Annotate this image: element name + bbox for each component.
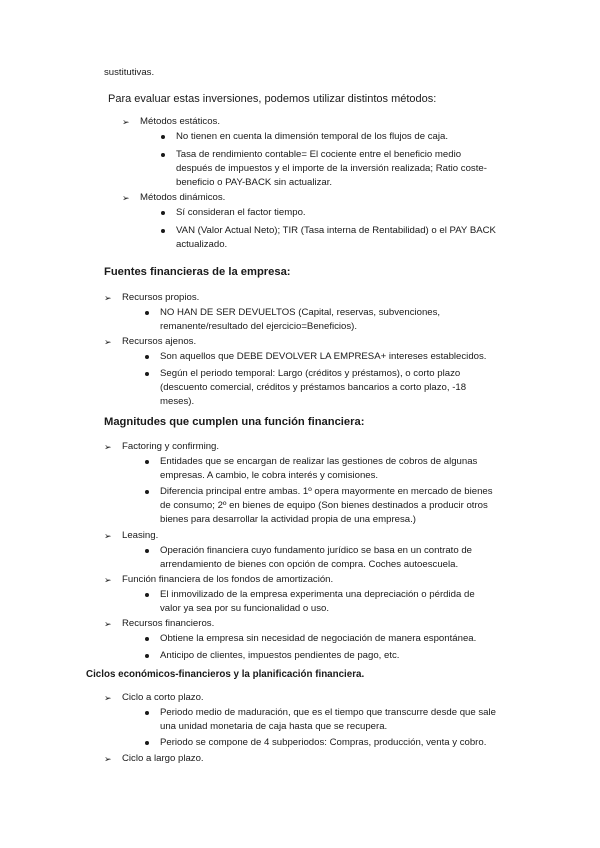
arrow-bullet-icon: ➢ (104, 754, 112, 764)
list-item-continuation: de consumo; 2º en bienes de equipo (Son bienes destinados a producir otros (160, 500, 488, 511)
list-item-continuation: (descuento comercial, créditos y préstamos bancarios a corto plazo, -18 (160, 382, 467, 393)
section-heading: Ciclos económicos-financieros y la planificación financiera. (86, 669, 365, 680)
list-item: Sí consideran el factor tiempo. (176, 207, 306, 218)
list-item-continuation: actualizado. (176, 239, 228, 250)
list-item: Recursos financieros. (122, 618, 215, 629)
arrow-bullet-icon: ➢ (104, 693, 112, 703)
list-item-continuation: una unidad monetaria de caja hasta que se recupera. (160, 721, 388, 732)
list-item: Factoring y confirming. (122, 441, 220, 452)
arrow-bullet-icon: ➢ (104, 337, 112, 347)
text-line: sustitutivas. (104, 67, 155, 78)
list-item: Ciclo a corto plazo. (122, 692, 204, 703)
section-heading: Magnitudes que cumplen una función financiera: (104, 416, 365, 428)
list-item: Operación financiera cuyo fundamento jurídico se basa en un contrato de (160, 545, 472, 556)
list-item: Periodo medio de maduración, que es el tiempo que transcurre desde que sale (160, 707, 496, 718)
bullet-dot-icon (145, 460, 149, 464)
section-heading: Fuentes financieras de la empresa: (104, 266, 291, 278)
arrow-bullet-icon: ➢ (104, 619, 112, 629)
list-item: Leasing. (122, 530, 159, 541)
bullet-dot-icon (145, 654, 149, 658)
arrow-bullet-icon: ➢ (104, 531, 112, 541)
list-item: Recursos ajenos. (122, 336, 197, 347)
list-item: Recursos propios. (122, 292, 200, 303)
arrow-bullet-icon: ➢ (104, 442, 112, 452)
arrow-bullet-icon: ➢ (104, 293, 112, 303)
list-item-continuation: empresas. A cambio, le cobra interés y comisiones. (160, 470, 379, 481)
list-item-continuation: valor ya sea por su funcionalidad o uso. (160, 603, 330, 614)
arrow-bullet-icon: ➢ (122, 193, 130, 203)
list-item: Entidades que se encargan de realizar las gestiones de cobros de algunas (160, 456, 478, 467)
bullet-dot-icon (145, 637, 149, 641)
bullet-dot-icon (145, 741, 149, 745)
list-item: Tasa de rendimiento contable= El cociente entre el beneficio medio (176, 149, 462, 160)
list-item: Obtiene la empresa sin necesidad de negociación de manera espontánea. (160, 633, 477, 644)
list-item: Ciclo a largo plazo. (122, 753, 204, 764)
bullet-dot-icon (145, 372, 149, 376)
list-item: No tienen en cuenta la dimensión temporal de los flujos de caja. (176, 131, 448, 142)
list-item-continuation: meses). (160, 396, 195, 407)
list-item: Anticipo de clientes, impuestos pendientes de pago, etc. (160, 650, 400, 661)
list-item: Periodo se compone de 4 subperiodos: Compras, producción, venta y cobro. (160, 737, 487, 748)
intro-paragraph: Para evaluar estas inversiones, podemos utilizar distintos métodos: (108, 93, 437, 105)
bullet-dot-icon (145, 311, 149, 315)
list-item-continuation: después de impuestos y el importe de la inversión realizada; Ratio coste- (176, 163, 487, 174)
list-item: Métodos dinámicos. (140, 192, 226, 203)
list-item: El inmovilizado de la empresa experimenta una depreciación o pérdida de (160, 589, 475, 600)
bullet-dot-icon (145, 490, 149, 494)
bullet-dot-icon (161, 229, 165, 233)
bullet-dot-icon (145, 355, 149, 359)
bullet-dot-icon (161, 135, 165, 139)
list-item: VAN (Valor Actual Neto); TIR (Tasa interna de Rentabilidad) o el PAY BACK (176, 225, 496, 236)
arrow-bullet-icon: ➢ (104, 575, 112, 585)
list-item-continuation: arrendamiento de bienes con opción de compra. Coches autoescuela. (160, 559, 459, 570)
bullet-dot-icon (145, 711, 149, 715)
list-item-continuation: remanente/resultado del ejercicio=Beneficios). (160, 321, 358, 332)
list-item: Diferencia principal entre ambas. 1º opera mayormente en mercado de bienes (160, 486, 493, 497)
list-item-continuation: bienes para desarrollar la actividad propia de una empresa.) (160, 514, 416, 525)
arrow-bullet-icon: ➢ (122, 117, 130, 127)
bullet-dot-icon (161, 153, 165, 157)
list-item: Son aquellos que DEBE DEVOLVER LA EMPRESA+ intereses establecidos. (160, 351, 487, 362)
list-item: Según el periodo temporal: Largo (créditos y préstamos), o corto plazo (160, 368, 461, 379)
list-item: Métodos estáticos. (140, 116, 220, 127)
list-item: Función financiera de los fondos de amortización. (122, 574, 334, 585)
list-item: NO HAN DE SER DEVUELTOS (Capital, reservas, subvenciones, (160, 307, 441, 318)
bullet-dot-icon (161, 211, 165, 215)
bullet-dot-icon (145, 593, 149, 597)
bullet-dot-icon (145, 549, 149, 553)
list-item-continuation: beneficio o PAY-BACK sin actualizar. (176, 177, 333, 188)
